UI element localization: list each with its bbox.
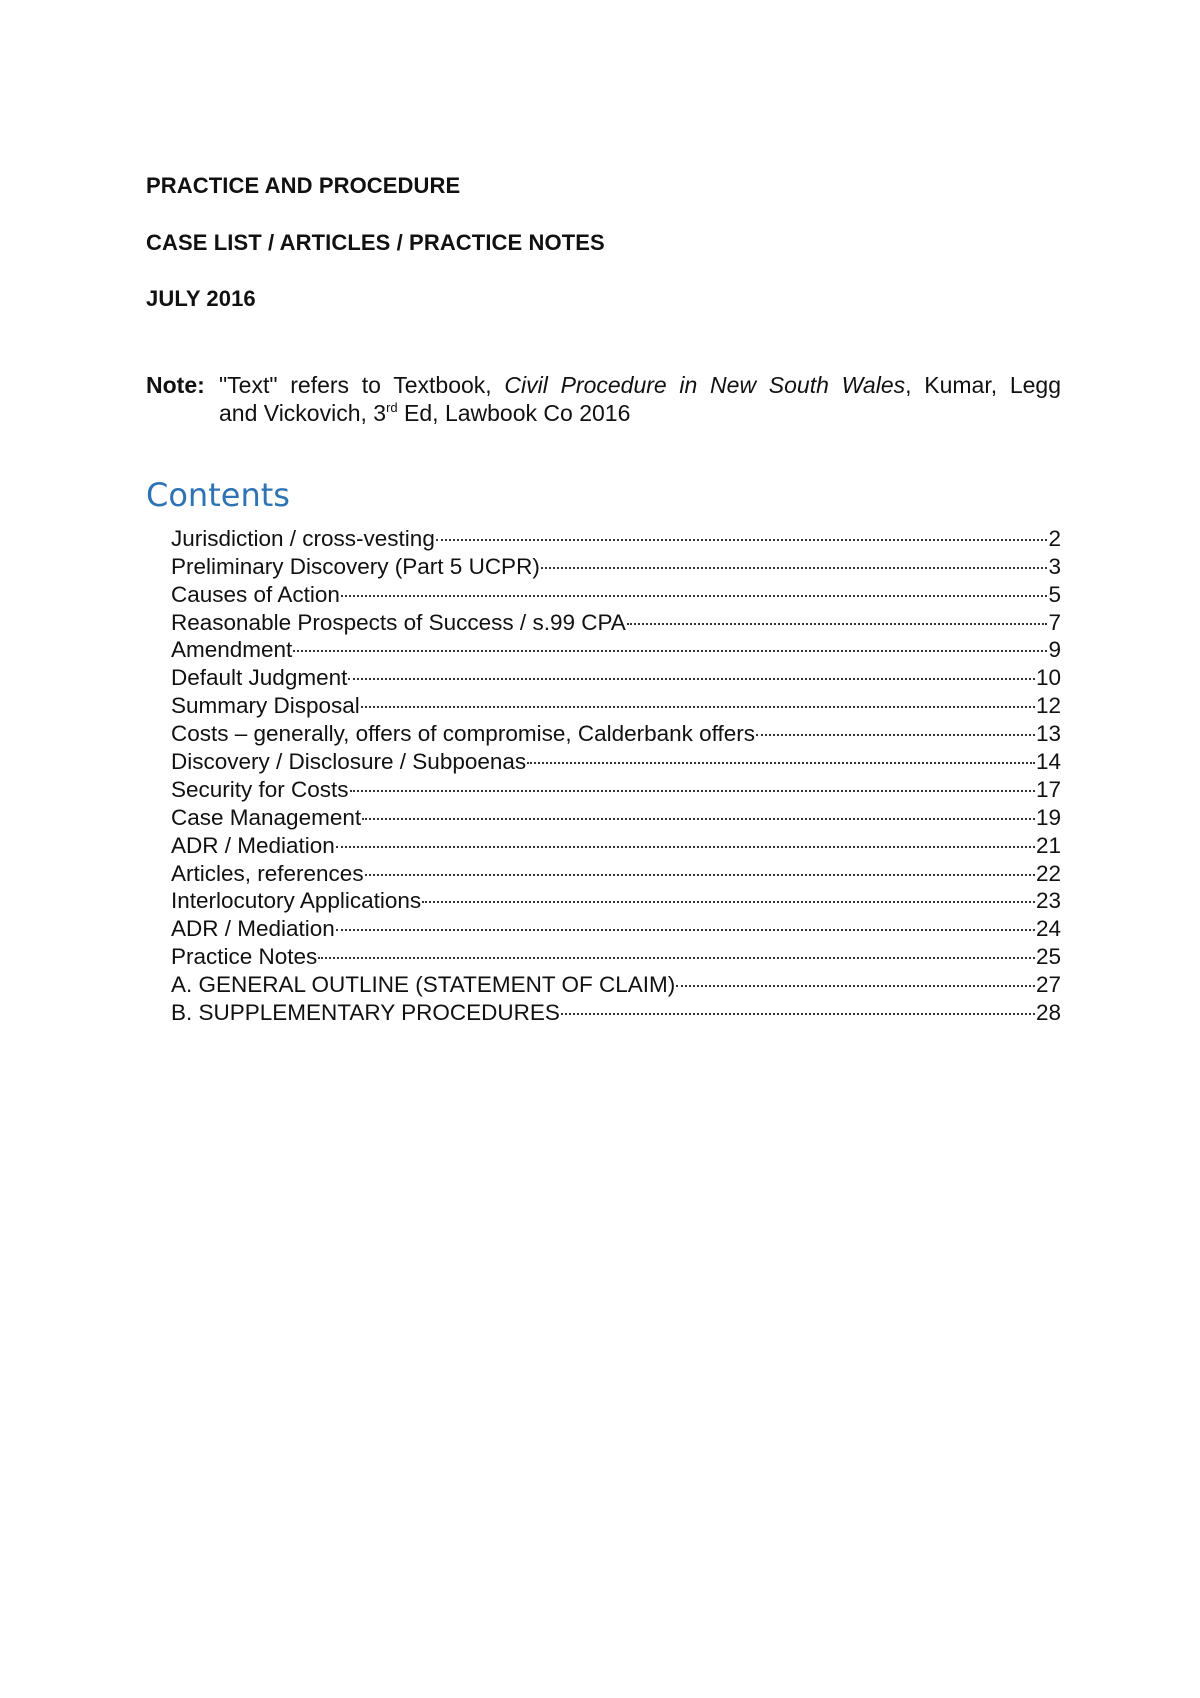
document-subtitle: CASE LIST / ARTICLES / PRACTICE NOTES	[146, 230, 605, 255]
toc-entry-page-number[interactable]: 2	[1048, 525, 1061, 551]
table-of-contents	[171, 518, 1061, 1026]
toc-entry-page-number[interactable]: 21	[1035, 832, 1061, 858]
toc-entry-page-number[interactable]: 13	[1035, 721, 1061, 747]
toc-entry-page-number[interactable]: 5	[1048, 581, 1061, 607]
toc-entry-label[interactable]: A. GENERAL OUTLINE (STATEMENT OF CLAIM)	[171, 972, 676, 998]
toc-entry[interactable]	[171, 657, 1061, 691]
toc-entry-page-number[interactable]: 28	[1035, 1000, 1061, 1026]
toc-entry-page-number[interactable]: 9	[1048, 637, 1061, 663]
toc-entry-label[interactable]: Preliminary Discovery (Part 5 UCPR)	[171, 553, 540, 579]
toc-dot-leader	[436, 518, 1048, 546]
toc-entry-label[interactable]: Causes of Action	[171, 581, 340, 607]
note-text-before-italic: "Text" refers to Textbook,	[219, 372, 505, 398]
toc-entry-label[interactable]: Summary Disposal	[171, 693, 360, 719]
toc-entry-page-number[interactable]: 7	[1048, 609, 1061, 635]
toc-dot-leader	[361, 685, 1035, 713]
contents-heading: Contents	[146, 476, 290, 514]
note-text-line1	[219, 371, 1061, 399]
toc-dot-leader	[362, 797, 1035, 825]
note-paragraph	[146, 371, 1061, 427]
note-line2-before-sup: and Vickovich, 3	[219, 400, 387, 426]
toc-entry-page-number[interactable]: 12	[1035, 693, 1061, 719]
toc-entry-label[interactable]: B. SUPPLEMENTARY PROCEDURES	[171, 1000, 560, 1026]
toc-entry-page-number[interactable]: 25	[1035, 944, 1061, 970]
toc-dot-leader	[527, 741, 1035, 769]
note-text-line2	[146, 399, 1061, 427]
toc-entry-label[interactable]: Case Management	[171, 804, 362, 830]
toc-entry-page-number[interactable]: 10	[1035, 665, 1061, 691]
toc-dot-leader	[318, 936, 1035, 964]
toc-entry-page-number[interactable]: 17	[1035, 776, 1061, 802]
toc-dot-leader	[541, 546, 1048, 574]
toc-dot-leader	[350, 769, 1035, 797]
toc-entry-page-number[interactable]: 3	[1048, 553, 1061, 579]
toc-dot-leader	[422, 881, 1035, 909]
document-title: PRACTICE AND PROCEDURE	[146, 173, 461, 198]
toc-entry-label[interactable]: ADR / Mediation	[171, 916, 335, 942]
toc-dot-leader	[561, 992, 1035, 1020]
toc-entry[interactable]	[171, 518, 1061, 551]
toc-entry[interactable]	[171, 630, 1061, 663]
toc-entry-label[interactable]: Reasonable Prospects of Success / s.99 CPA	[171, 609, 626, 635]
toc-entry-page-number[interactable]: 19	[1035, 804, 1061, 830]
toc-dot-leader	[365, 853, 1035, 881]
toc-entry-page-number[interactable]: 22	[1035, 860, 1061, 886]
toc-entry-page-number[interactable]: 23	[1035, 888, 1061, 914]
note-superscript: rd	[386, 400, 398, 415]
toc-dot-leader	[348, 657, 1035, 685]
note-label: Note:	[146, 372, 205, 398]
note-text-after-italic: , Kumar, Legg	[905, 372, 1061, 398]
toc-dot-leader	[336, 825, 1035, 853]
toc-entry-label[interactable]: Jurisdiction / cross-vesting	[171, 525, 435, 551]
toc-dot-leader	[336, 908, 1035, 936]
toc-dot-leader	[341, 574, 1048, 602]
toc-entry-page-number[interactable]: 14	[1035, 749, 1061, 775]
toc-entry-label[interactable]: Default Judgment	[171, 665, 348, 691]
note-book-title: Civil Procedure in New South Wales	[504, 372, 906, 398]
document-date: JULY 2016	[146, 286, 256, 311]
toc-entry-label[interactable]: Security for Costs	[171, 776, 349, 802]
toc-entry-label[interactable]: ADR / Mediation	[171, 832, 335, 858]
toc-entry-label[interactable]: Interlocutory Applications	[171, 888, 422, 914]
toc-dot-leader	[627, 602, 1048, 630]
toc-dot-leader	[756, 713, 1035, 741]
toc-entry-label[interactable]: Articles, references	[171, 860, 364, 886]
toc-dot-leader	[676, 964, 1035, 992]
toc-entry-page-number[interactable]: 27	[1035, 972, 1061, 998]
toc-entry-label[interactable]: Practice Notes	[171, 944, 318, 970]
toc-entry-page-number[interactable]: 24	[1035, 916, 1061, 942]
toc-entry-label[interactable]: Costs – generally, offers of compromise, Calderbank offers	[171, 721, 756, 747]
toc-entry-label[interactable]: Discovery / Disclosure / Subpoenas	[171, 749, 527, 775]
toc-dot-leader	[293, 630, 1047, 658]
note-line2-after-sup: Ed, Lawbook Co 2016	[397, 400, 631, 426]
toc-entry-label[interactable]: Amendment	[171, 637, 293, 663]
